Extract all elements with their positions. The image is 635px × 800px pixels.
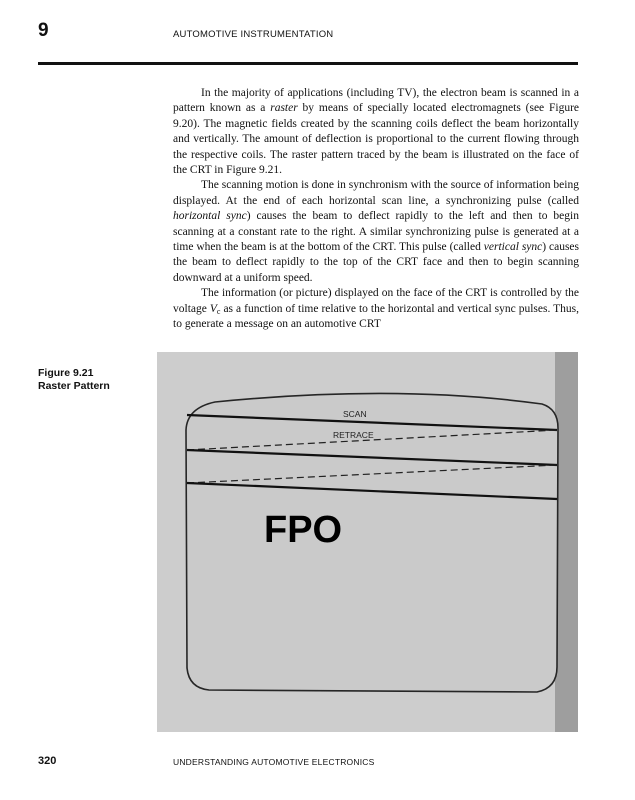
chapter-number: 9 <box>38 20 49 41</box>
running-head: AUTOMOTIVE INSTRUMENTATION <box>173 29 334 40</box>
retrace-label: RETRACE <box>333 430 374 440</box>
figure-caption: Raster Pattern <box>38 380 110 392</box>
body-text <box>173 86 579 333</box>
raster-figure <box>157 352 578 732</box>
scan-label: SCAN <box>343 409 367 419</box>
paragraph-2: The scanning motion is done in synchronism with the source of information being displayed. At the end of each horizontal scan line, a synchronizing pulse (called horizontal sync) causes the beam to deflect rapidly to the left and then to begin scanning at a constant rate to the right. A similar synchronizing pulse is generated at a time when the beam is at the bottom of the CRT. This pulse (called vertical sync) causes the beam to deflect rapidly to the top of the CRT face and then to begin scanning downward at a uniform speed. <box>173 179 580 284</box>
book-title: UNDERSTANDING AUTOMOTIVE ELECTRONICS <box>173 757 375 767</box>
paragraph-3: The information (or picture) displayed on the face of the CRT is controlled by the voltage $V_c$ as a function of time relative to the horizontal and vertical sync pulses. Thus, to generate a message on an automotive CRT <box>173 287 579 331</box>
crt-raster-diagram <box>157 352 578 732</box>
figure-label <box>38 367 110 393</box>
fpo-placeholder: FPO <box>264 509 343 551</box>
paragraph-1: In the majority of applications (including TV), the electron beam is scanned in a pattern known as a raster by means of specially located electromagnets (see Figure 9.20). The magnetic fields created by the scanning coils deflect the beam horizontally and vertically. The amount of deflection is proportional to the current flowing through the respective coils. The raster pattern traced by the beam is illustrated on the face of the CRT in Figure 9.21. <box>173 87 580 177</box>
photo-shadow <box>555 352 578 732</box>
header-rule <box>38 62 578 65</box>
figure-number: Figure 9.21 <box>38 367 94 379</box>
page-number: 320 <box>38 755 57 767</box>
